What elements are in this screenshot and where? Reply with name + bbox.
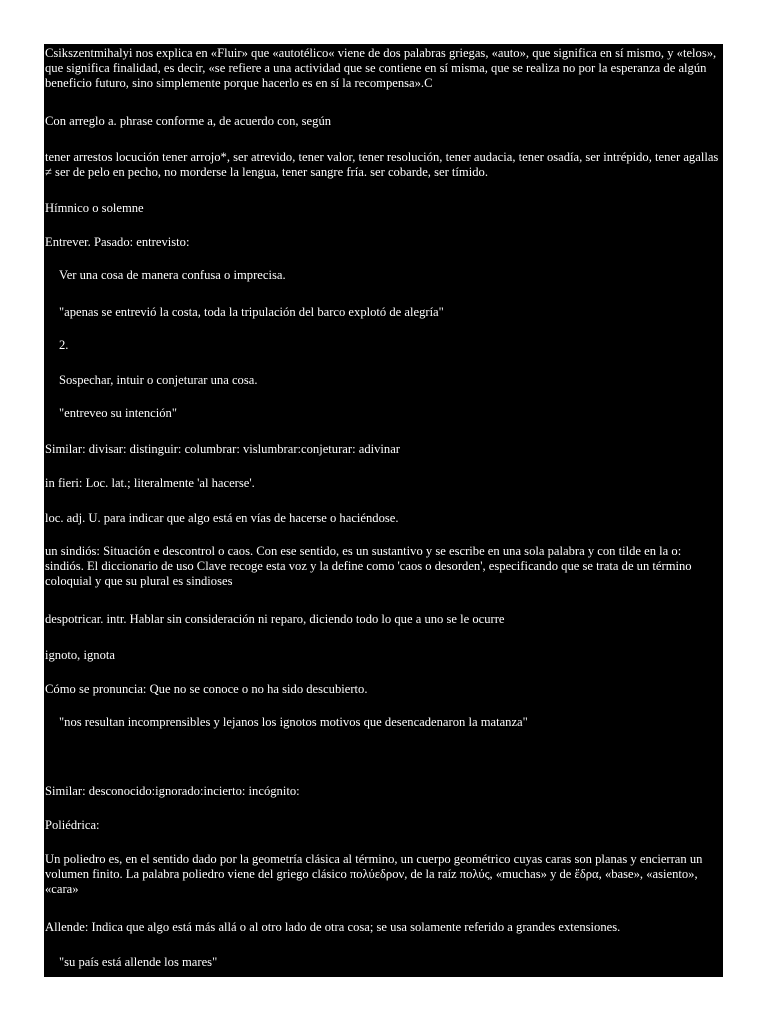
paragraph-allende: Allende: Indica que algo está más allá o al otro lado de otra cosa; se usa solamente referido a grandes extensiones. — [45, 920, 621, 934]
paragraph-entrever-example-1: "apenas se entrevió la costa, toda la tripulación del barco explotó de alegría" — [59, 305, 444, 319]
paragraph-ignoto-example: "nos resultan incomprensibles y lejanos los ignotos motivos que desencadenaron la matanza" — [59, 715, 528, 729]
paragraph-himnico: Hímnico o solemne — [45, 201, 144, 215]
document-page — [44, 44, 723, 977]
paragraph-entrever-example-2: "entreveo su intención" — [59, 406, 177, 420]
paragraph-despotricar: despotricar. intr. Hablar sin consideración ni reparo, diciendo todo lo que a uno se le ocurre — [45, 612, 505, 626]
paragraph-sindios: un sindiós: Situación e descontrol o caos. Con ese sentido, es un sustantivo y se escribe en una sola palabra y con tilde en la o: sindiós. El diccionario de uso Clave recoge esta voz y la define como 'caos o desorden', especificando que se trata de un término coloquial y que su plural es sindioses — [45, 544, 692, 588]
paragraph-in-fieri: in fieri: Loc. lat.; literalmente 'al hacerse'. — [45, 476, 255, 490]
paragraph-ignoto-def: Cómo se pronuncia: Que no se conoce o no ha sido descubierto. — [45, 682, 368, 696]
paragraph-autotelico: Csikszentmihalyi nos explica en «Fluir» que «autotélico« viene de dos palabras griegas, «auto», que significa en sí mismo, y «telos», que significa finalidad, es decir, «se refiere a una actividad que se contiene en sí misma, que se realiza no por la esperanza de algún beneficio futuro, sino simplemente porque hacerlo es en sí la recompensa».C — [45, 46, 717, 90]
paragraph-poliedro-def: Un poliedro es, en el sentido dado por la geometría clásica al término, un cuerpo geométrico cuyas caras son planas y encierran un volumen finito. La palabra poliedro viene del griego clásico πολύεδρον, de la raíz πολύς, «muchas» y de ἕδρα, «base», «asiento», «cara» — [45, 852, 703, 896]
paragraph-poliedrica: Poliédrica: — [45, 818, 100, 832]
paragraph-entrever-def-1: Ver una cosa de manera confusa o imprecisa. — [59, 268, 286, 282]
paragraph-con-arreglo: Con arreglo a. phrase conforme a, de acuerdo con, según — [45, 114, 332, 128]
paragraph-entrever-def-2: Sospechar, intuir o conjeturar una cosa. — [59, 373, 258, 387]
paragraph-entrever-number-2: 2. — [59, 338, 69, 352]
paragraph-allende-example: "su país está allende los mares" — [59, 955, 218, 969]
paragraph-loc-adj: loc. adj. U. para indicar que algo está en vías de hacerse o haciéndose. — [45, 511, 399, 525]
paragraph-similar-ignoto: Similar: desconocido:ignorado:incierto: incógnito: — [45, 784, 300, 798]
paragraph-tener-arrestos: tener arrestos locución tener arrojo*, ser atrevido, tener valor, tener resolución, tener audacia, tener osadía, ser intrépido, tener agallas ≠ ser de pelo en pecho, no morderse la lengua, tener sangre fría. ser cobarde, ser tímido. — [45, 150, 719, 179]
paragraph-entrever: Entrever. Pasado: entrevisto: — [45, 235, 190, 249]
paragraph-ignoto: ignoto, ignota — [45, 648, 115, 662]
paragraph-similar-entrever: Similar: divisar: distinguir: columbrar: vislumbrar:conjeturar: adivinar — [45, 442, 400, 456]
